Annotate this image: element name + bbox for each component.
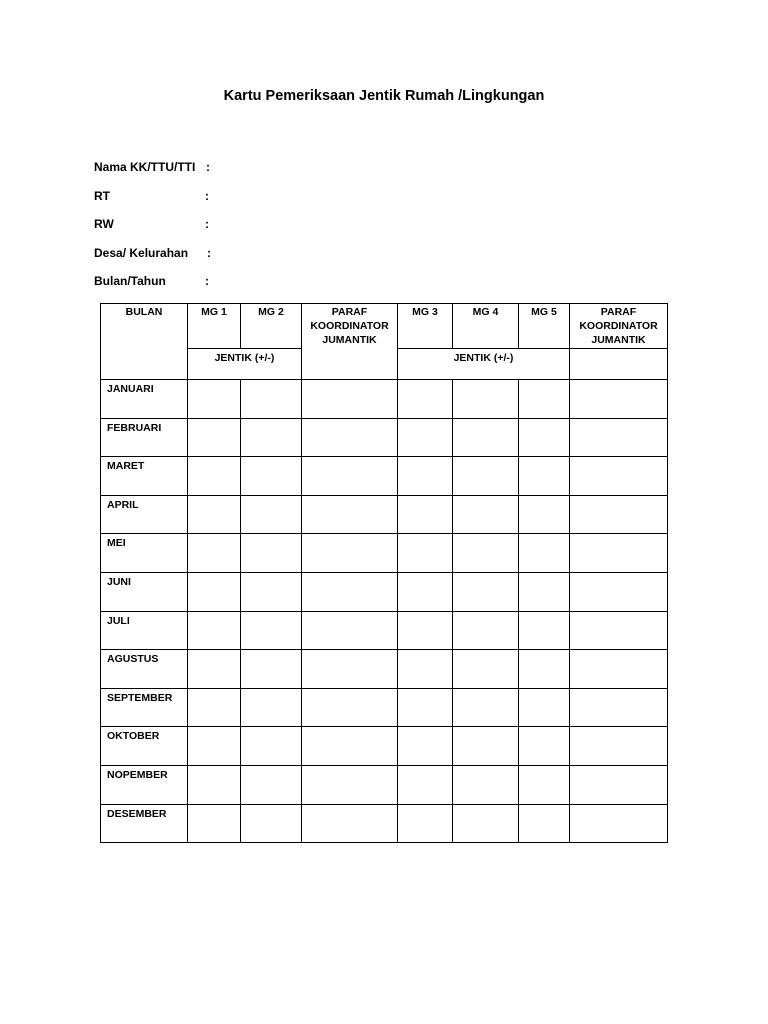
entry-cell[interactable] [241,765,302,804]
entry-cell[interactable] [519,650,570,689]
entry-cell[interactable] [302,727,398,766]
header-jentik-1: JENTIK (+/-) [188,349,302,380]
table-row [101,727,668,766]
header-mg4: MG 4 [453,304,519,349]
header-line: PARAF [600,306,637,318]
field-rt [94,189,209,203]
field-colon: : [205,217,209,231]
inspection-table [100,303,668,843]
entry-cell[interactable] [241,804,302,843]
header-bulan: BULAN [101,304,188,380]
month-label: SEPTEMBER [101,688,188,727]
field-label: Bulan/Tahun [94,274,166,288]
month-label: NOPEMBER [101,765,188,804]
entry-cell[interactable] [519,804,570,843]
header-mg3: MG 3 [398,304,453,349]
entry-cell[interactable] [188,727,241,766]
entry-cell[interactable] [570,804,668,843]
entry-cell[interactable] [570,688,668,727]
field-label: RW [94,217,114,231]
entry-cell[interactable] [188,418,241,457]
entry-cell[interactable] [398,380,453,419]
table-row [101,572,668,611]
entry-cell[interactable] [398,804,453,843]
entry-cell[interactable] [453,572,519,611]
empty-cell [570,349,668,380]
entry-cell[interactable] [302,380,398,419]
header-line: KOORDINATOR [579,320,658,332]
entry-cell[interactable] [302,457,398,496]
field-bulan-tahun [94,274,209,288]
entry-cell[interactable] [302,765,398,804]
entry-cell[interactable] [241,380,302,419]
entry-cell[interactable] [453,380,519,419]
entry-cell[interactable] [570,765,668,804]
entry-cell[interactable] [241,688,302,727]
entry-cell[interactable] [188,611,241,650]
entry-cell[interactable] [188,534,241,573]
entry-cell[interactable] [519,534,570,573]
entry-cell[interactable] [302,572,398,611]
month-label: MARET [101,457,188,496]
entry-cell[interactable] [398,611,453,650]
table-row [101,611,668,650]
entry-cell[interactable] [188,495,241,534]
field-rw [94,217,209,231]
entry-cell[interactable] [241,650,302,689]
entry-cell[interactable] [519,765,570,804]
table-row [101,804,668,843]
entry-cell[interactable] [519,727,570,766]
field-colon: : [206,160,210,174]
entry-cell[interactable] [302,534,398,573]
header-paraf-koordinator-1 [302,304,398,380]
month-label: OKTOBER [101,727,188,766]
table-row [101,380,668,419]
page-title: Kartu Pemeriksaan Jentik Rumah /Lingkungan [223,88,545,104]
entry-cell[interactable] [453,611,519,650]
entry-cell[interactable] [241,534,302,573]
entry-cell[interactable] [398,495,453,534]
entry-cell[interactable] [398,572,453,611]
entry-cell[interactable] [398,457,453,496]
entry-cell[interactable] [570,572,668,611]
header-mg1: MG 1 [188,304,241,349]
entry-cell[interactable] [453,457,519,496]
entry-cell[interactable] [241,418,302,457]
month-label: APRIL [101,495,188,534]
entry-cell[interactable] [453,727,519,766]
entry-cell[interactable] [519,611,570,650]
field-colon: : [207,246,211,260]
entry-cell[interactable] [302,650,398,689]
month-label: AGUSTUS [101,650,188,689]
month-label: FEBRUARI [101,418,188,457]
entry-cell[interactable] [398,727,453,766]
entry-cell[interactable] [188,650,241,689]
entry-cell[interactable] [302,688,398,727]
field-nama-kk [94,160,210,174]
entry-cell[interactable] [188,688,241,727]
header-line: JUMANTIK [322,334,377,346]
entry-cell[interactable] [241,572,302,611]
entry-cell[interactable] [302,418,398,457]
entry-cell[interactable] [453,765,519,804]
header-line: KOORDINATOR [310,320,389,332]
entry-cell[interactable] [519,418,570,457]
month-label: JUNI [101,572,188,611]
entry-cell[interactable] [570,457,668,496]
header-jentik-2: JENTIK (+/-) [398,349,570,380]
entry-cell[interactable] [398,534,453,573]
entry-cell[interactable] [519,495,570,534]
table-row [101,765,668,804]
entry-cell[interactable] [453,418,519,457]
entry-cell[interactable] [241,611,302,650]
entry-cell[interactable] [398,765,453,804]
entry-cell[interactable] [570,650,668,689]
month-label: JANUARI [101,380,188,419]
month-label: DESEMBER [101,804,188,843]
entry-cell[interactable] [570,534,668,573]
field-label: Nama KK/TTU/TTI [94,160,196,174]
entry-cell[interactable] [519,380,570,419]
entry-cell[interactable] [398,688,453,727]
entry-cell[interactable] [519,457,570,496]
header-line: PARAF [331,306,368,318]
entry-cell[interactable] [241,495,302,534]
table-row [101,650,668,689]
entry-cell[interactable] [241,457,302,496]
entry-cell[interactable] [398,418,453,457]
entry-cell[interactable] [188,765,241,804]
entry-cell[interactable] [453,650,519,689]
table-row [101,534,668,573]
entry-cell[interactable] [302,495,398,534]
entry-cell[interactable] [188,804,241,843]
entry-cell[interactable] [188,572,241,611]
entry-cell[interactable] [188,380,241,419]
entry-cell[interactable] [519,688,570,727]
field-label: Desa/ Kelurahan [94,246,189,260]
entry-cell[interactable] [302,804,398,843]
entry-cell[interactable] [570,495,668,534]
entry-cell[interactable] [453,495,519,534]
entry-cell[interactable] [453,688,519,727]
entry-cell[interactable] [398,650,453,689]
field-label: RT [94,189,110,203]
table-row [101,418,668,457]
entry-cell[interactable] [241,727,302,766]
entry-cell[interactable] [188,457,241,496]
header-mg5: MG 5 [519,304,570,349]
month-label: JULI [101,611,188,650]
field-colon: : [205,189,209,203]
month-label: MEI [101,534,188,573]
field-desa-kelurahan [94,246,211,260]
table-row [101,457,668,496]
entry-cell[interactable] [570,611,668,650]
header-paraf-koordinator-2 [570,304,668,349]
table-row [101,688,668,727]
entry-cell[interactable] [302,611,398,650]
table-row [101,495,668,534]
entry-cell[interactable] [519,572,570,611]
header-line: JUMANTIK [591,334,646,346]
entry-cell[interactable] [453,804,519,843]
field-colon: : [205,274,209,288]
entry-cell[interactable] [570,727,668,766]
entry-cell[interactable] [570,418,668,457]
entry-cell[interactable] [570,380,668,419]
header-mg2: MG 2 [241,304,302,349]
entry-cell[interactable] [453,534,519,573]
